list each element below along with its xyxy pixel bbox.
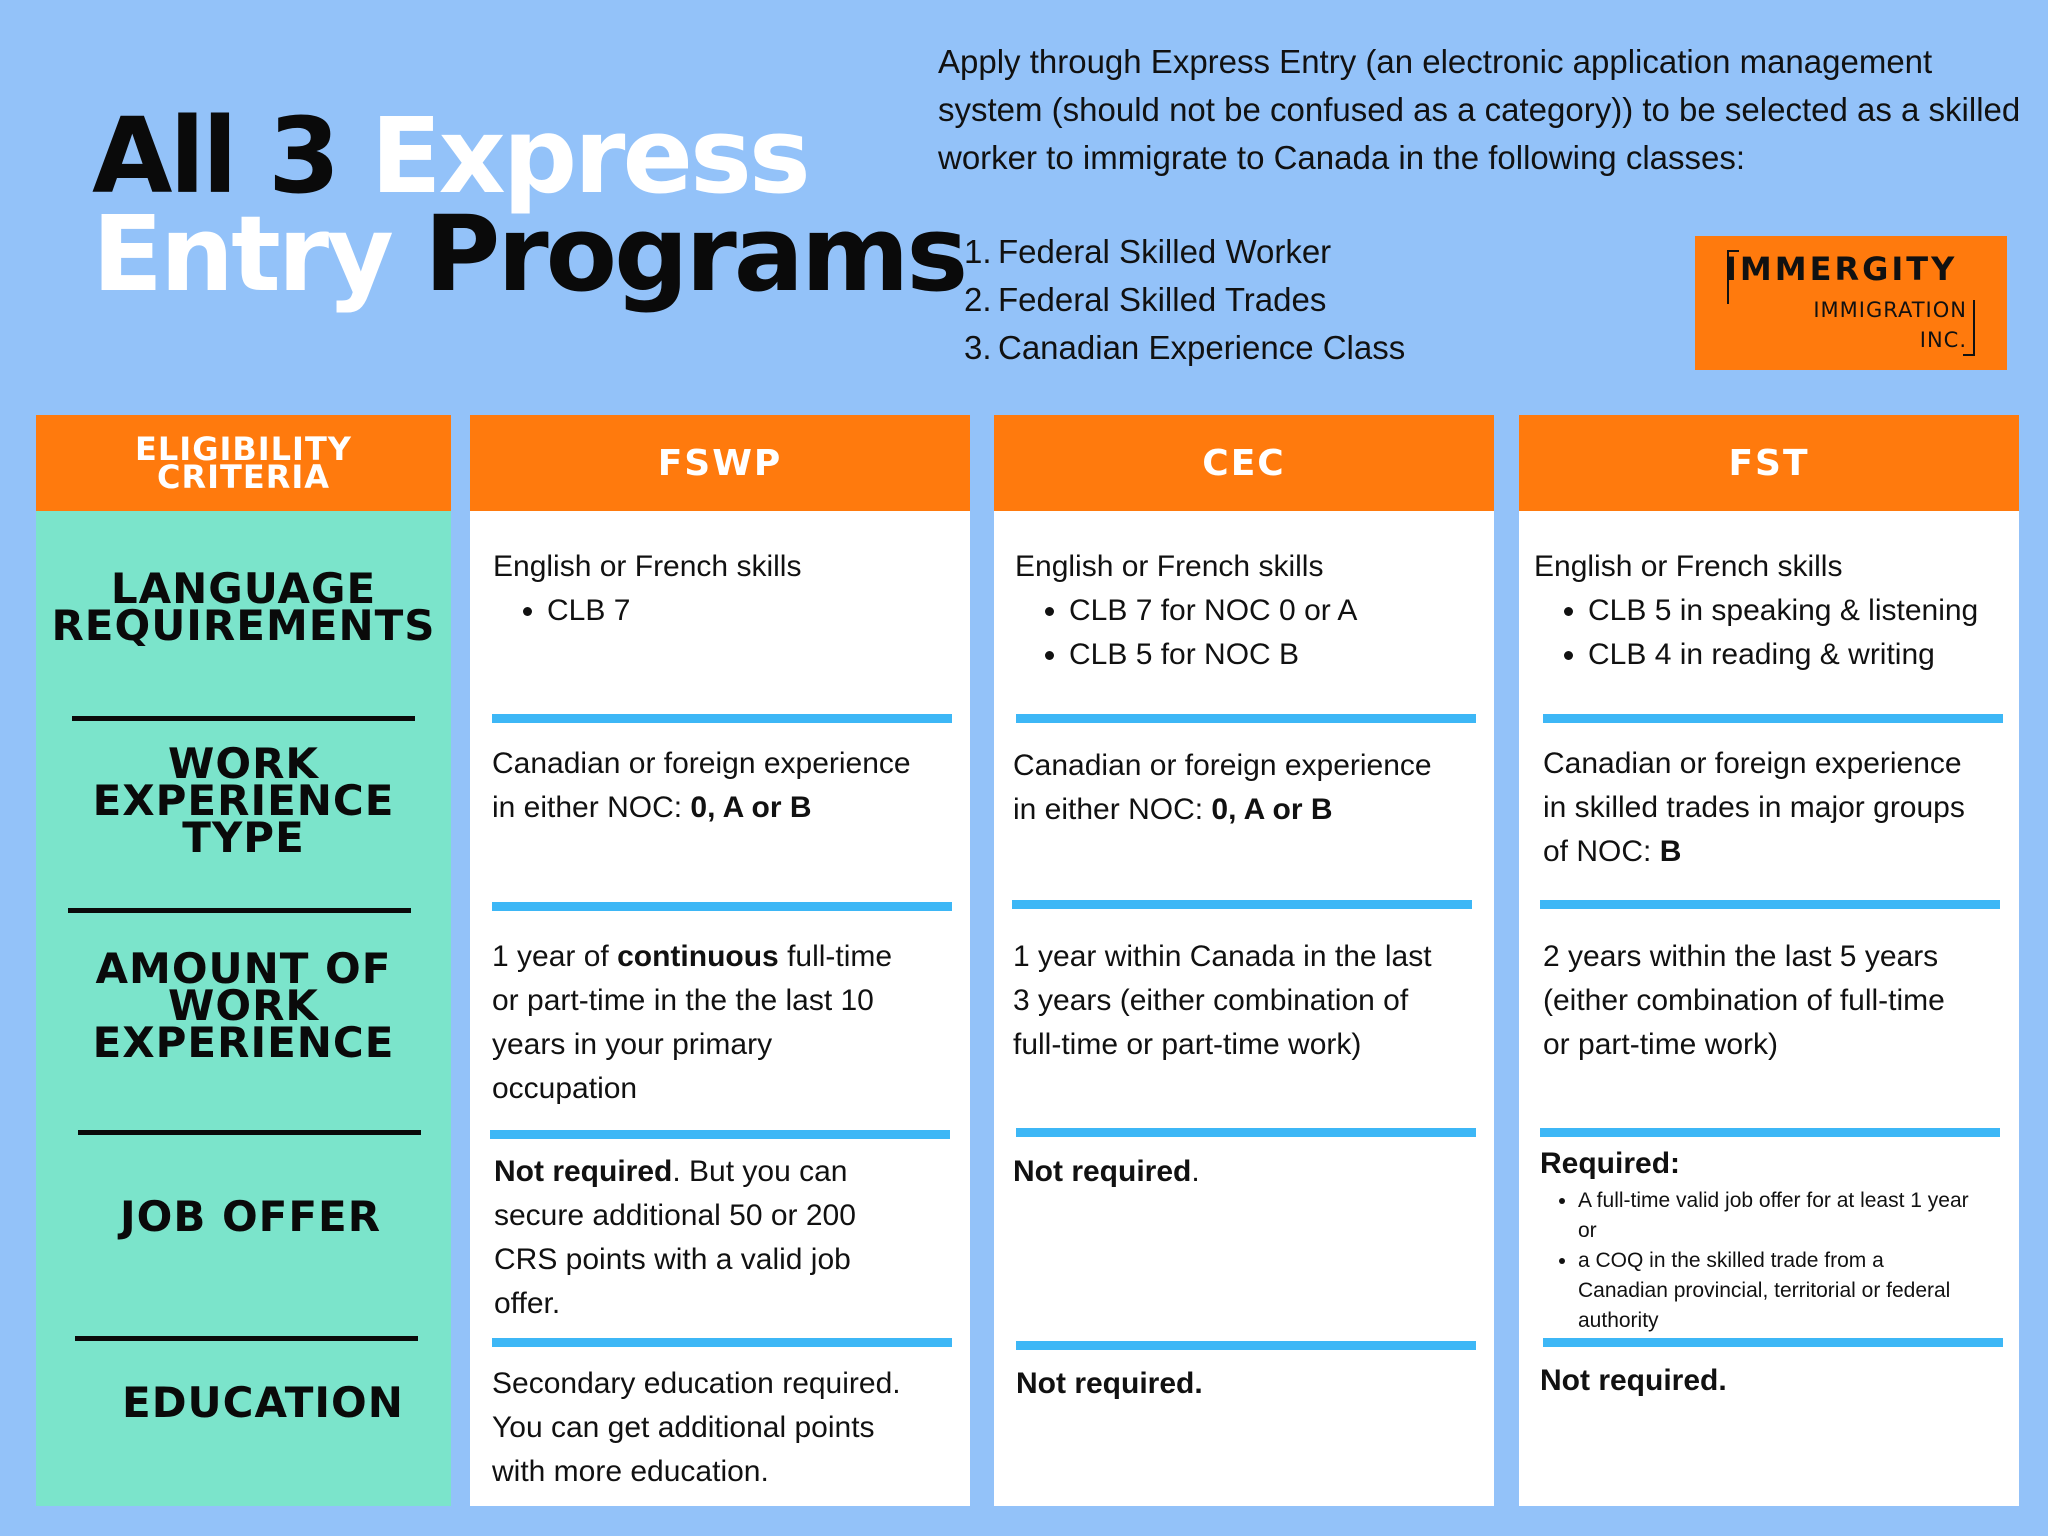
row-divider (1016, 1341, 1476, 1350)
row-divider (492, 714, 952, 723)
intro-text: Apply through Express Entry (an electronic application management system (should not be confused as a category)) to be selected as a skilled worker to immigrate to Canada in the following classes: (938, 43, 2021, 176)
cec-language-list (1015, 589, 1357, 677)
list-item: • CLB 7 for NOC 0 or A (1069, 589, 1357, 633)
fswp-amount-cell: 1 year of continuous full-time or part-time in the the last 10 years in your primary occupation (492, 940, 893, 1105)
fst-amount-cell: 2 years within the last 5 years (either combination of full-time or part-time work) (1543, 940, 1945, 1061)
row-divider (1540, 1128, 2000, 1137)
row-divider (1016, 714, 1476, 723)
class-item: 1. Federal Skilled Worker (964, 233, 1332, 270)
criteria-education: EDUCATION (122, 1378, 404, 1427)
header-cec: CEC (994, 415, 1494, 511)
header-fswp: FSWP (470, 415, 970, 511)
fst-education-cell: Not required. (1540, 1364, 1727, 1397)
cec-job-offer-cell: Not required. (1013, 1155, 1200, 1188)
title-entry: Entry (92, 193, 391, 315)
fswp-education-cell: Secondary education required. You can get additional points with more education. (492, 1367, 901, 1488)
criteria-job-offer: JOB OFFER (120, 1192, 382, 1241)
immergity-logo (1695, 236, 2007, 370)
list-item: • A full-time valid job offer for at least 1 year or (1578, 1186, 2010, 1246)
criteria-divider (75, 1336, 418, 1341)
logo-inc: INC. (1919, 328, 1967, 352)
list-item: • CLB 7 (547, 589, 801, 633)
title-express: Express (370, 95, 808, 217)
criteria-amount-of-work-experience: AMOUNT OF WORK EXPERIENCE (92, 944, 395, 1067)
row-divider (492, 1338, 952, 1347)
logo-name: IMMERGITY (1725, 250, 1958, 288)
title-all-3: All 3 (92, 95, 338, 217)
class-item: 2. Federal Skilled Trades (964, 281, 1327, 318)
page-title-line-2 (92, 193, 966, 315)
list-item: • a COQ in the skilled trade from a Canadian provincial, territorial or federal authority (1578, 1246, 2010, 1336)
fst-work-type-cell: Canadian or foreign experience in skilled trades in major groups of NOC: B (1543, 747, 1965, 868)
fswp-language-list (493, 589, 801, 633)
criteria-work-experience-type: WORK EXPERIENCE TYPE (92, 739, 395, 862)
criteria-language: LANGUAGE REQUIREMENTS (51, 564, 436, 650)
list-item: • CLB 5 in speaking & listening (1588, 589, 1978, 633)
criteria-divider (78, 1130, 421, 1135)
fst-job-offer-list (1540, 1186, 2010, 1336)
cec-amount-cell: 1 year within Canada in the last 3 years (either combination of full-time or part-time work) (1013, 940, 1432, 1061)
row-divider (1540, 900, 2000, 909)
fswp-job-offer-cell: Not required. But you can secure additional 50 or 200 CRS points with a valid job offer. (494, 1155, 856, 1320)
list-item: • CLB 5 for NOC B (1069, 633, 1357, 677)
row-divider (1543, 714, 2003, 723)
fswp-language-cell: English or French skills • CLB 7 (493, 545, 801, 633)
fst-language-cell: English or French skills • CLB 5 in speaking & listening • CLB 4 in reading & writing (1534, 545, 1978, 677)
row-divider (490, 1130, 950, 1139)
cec-work-type-cell: Canadian or foreign experience in either NOC: 0, A or B (1013, 749, 1432, 826)
fst-language-list (1534, 589, 1978, 677)
classes-list (964, 228, 1405, 372)
fswp-work-type-cell: Canadian or foreign experience in either NOC: 0, A or B (492, 747, 911, 824)
list-item: • CLB 4 in reading & writing (1588, 633, 1978, 677)
header-eligibility-criteria: ELIGIBILITY CRITERIA (36, 415, 451, 511)
cec-education-cell: Not required. (1016, 1367, 1203, 1400)
cec-language-cell: English or French skills • CLB 7 for NOC 0 or A • CLB 5 for NOC B (1015, 545, 1357, 677)
class-item: 3. Canadian Experience Class (964, 329, 1406, 366)
row-divider (1543, 1338, 2003, 1347)
header-fst: FST (1519, 415, 2019, 511)
title-programs: Programs (424, 193, 966, 315)
row-divider (1016, 1128, 1476, 1137)
fst-job-offer-cell: Required: • A full-time valid job offer for at least 1 year or • a COQ in the skilled trade from a Canadian provincial, territorial or federal authority (1540, 1142, 2010, 1336)
row-divider (1012, 900, 1472, 909)
row-divider (492, 902, 952, 911)
criteria-divider (68, 908, 411, 913)
criteria-divider (72, 716, 415, 721)
logo-immigration: IMMIGRATION (1813, 298, 1967, 322)
